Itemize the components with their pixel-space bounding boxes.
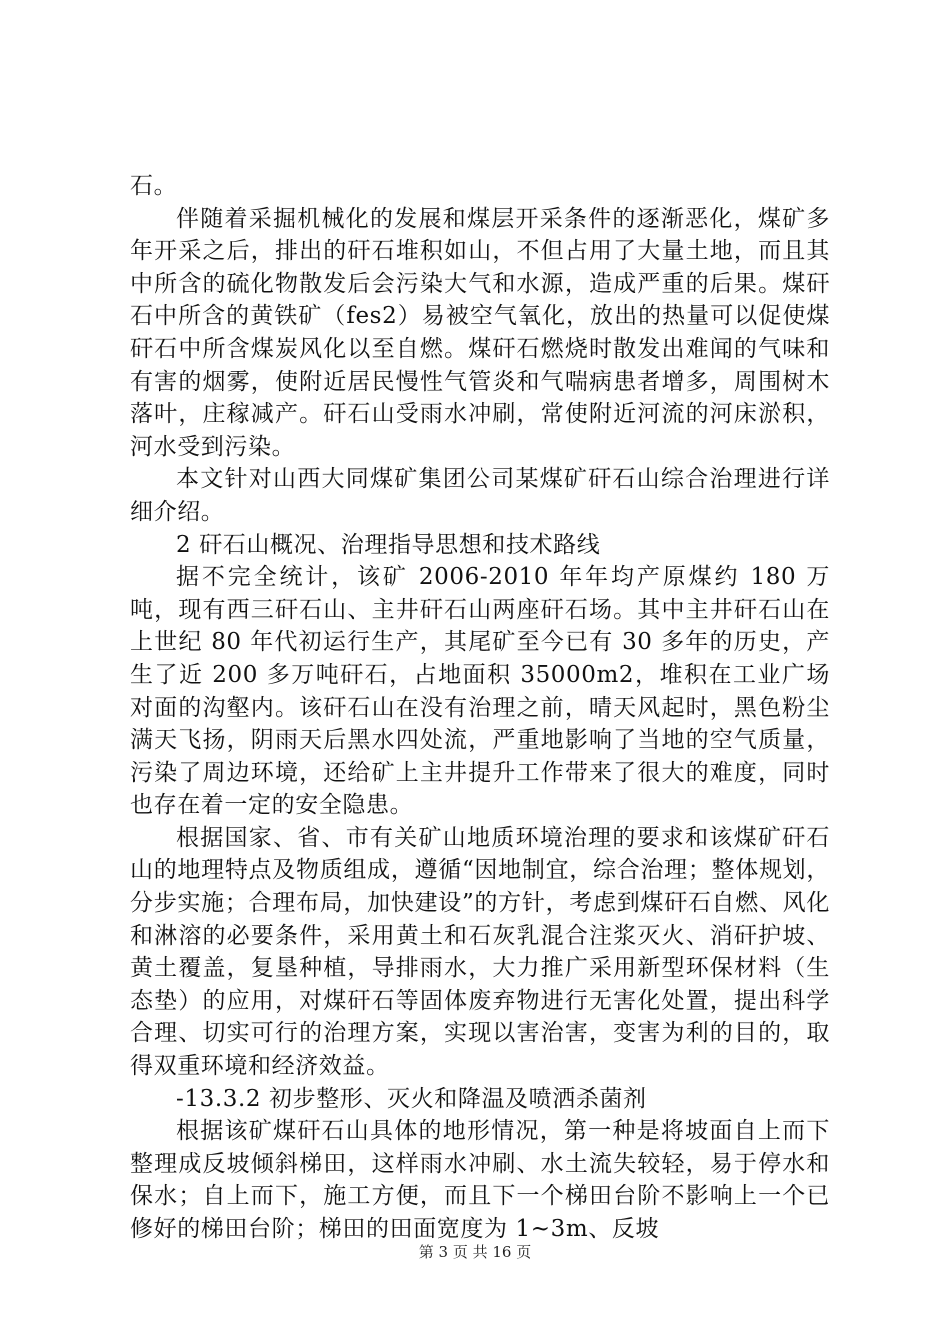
section-heading-2: 2 矸石山概况、治理指导思想和技术路线 <box>176 531 601 558</box>
page-footer: 第 3 页 共 16 页 <box>418 1243 532 1261</box>
paragraph-background: 伴随着采掘机械化的发展和煤层开采条件的逐渐恶化，煤矿多年开采之后，排出的矸石堆积如山，不但占用了大量土地，而且其中所含的硫化物散发后会污染大气和水源，造成严重的后果。煤矸石中所含的黄铁矿（fes2）易被空气氧化，放出的热量可以促使煤矸石中所含煤炭风化以至自燃。煤矸石燃烧时散发出难闻的气味和有害的烟雾，使附近居民慢性气管炎和气喘病患者增多，周围树木落叶，庄稼减产。矸石山受雨水冲刷，常使附近河流的河床淤积，河水受到污染。 <box>130 205 830 460</box>
document-body <box>130 170 830 1246</box>
paragraph-intro: 本文针对山西大同煤矿集团公司某煤矿矸石山综合治理进行详细介绍。 <box>130 466 830 525</box>
section-heading-3-2: -13.3.2 初步整形、灭火和降温及喷洒杀菌剂 <box>176 1085 647 1112</box>
paragraph-continuation: 石。 <box>130 173 178 199</box>
paragraph-guideline: 根据国家、省、市有关矿山地质环境治理的要求和该煤矿矸石山的地理特点及物质组成，遵循“因地制宜，综合治理；整体规划，分步实施；合理布局，加快建设”的方针，考虑到煤矸石自燃、风化和淋溶的必要条件，采用黄土和石灰乳混合注浆灭火、消矸护坡、黄土覆盖，复垦种植，导排雨水，大力推广采用新型环保材料（生态垫）的应用，对煤矸石等固体废弃物进行无害化处置，提出科学合理、切实可行的治理方案，实现以害治害，变害为利的目的，取得双重环境和经济效益。 <box>130 824 830 1080</box>
paragraph-overview: 据不完全统计，该矿 2006-2010 年年均产原煤约 180 万吨，现有西三矸石山、主井矸石山两座矸石场。其中主井矸石山在上世纪 80 年代初运行生产，其尾矿至今已有 30 多年的历史，产生了近 200 多万吨矸石，占地面积 35000m2，堆积在工业广场对面的沟壑内。该矸石山在没有治理之前，晴天风起时，黑色粉尘满天飞扬，阴雨天后黑水四处流，严重地影响了当地的空气质量，污染了周边环境，还给矿上主井提升工作带来了很大的难度，同时也存在着一定的安全隐患。 <box>130 564 830 819</box>
paragraph-terracing: 根据该矿煤矸石山具体的地形情况，第一种是将坡面自上而下整理成反坡倾斜梯田，这样雨水冲刷、水土流失较轻，易于停水和保水；自上而下，施工方便，而且下一个梯田台阶不影响上一个已修好的梯田台阶；梯田的田面宽度为 1~3m、反坡 <box>130 1118 830 1242</box>
